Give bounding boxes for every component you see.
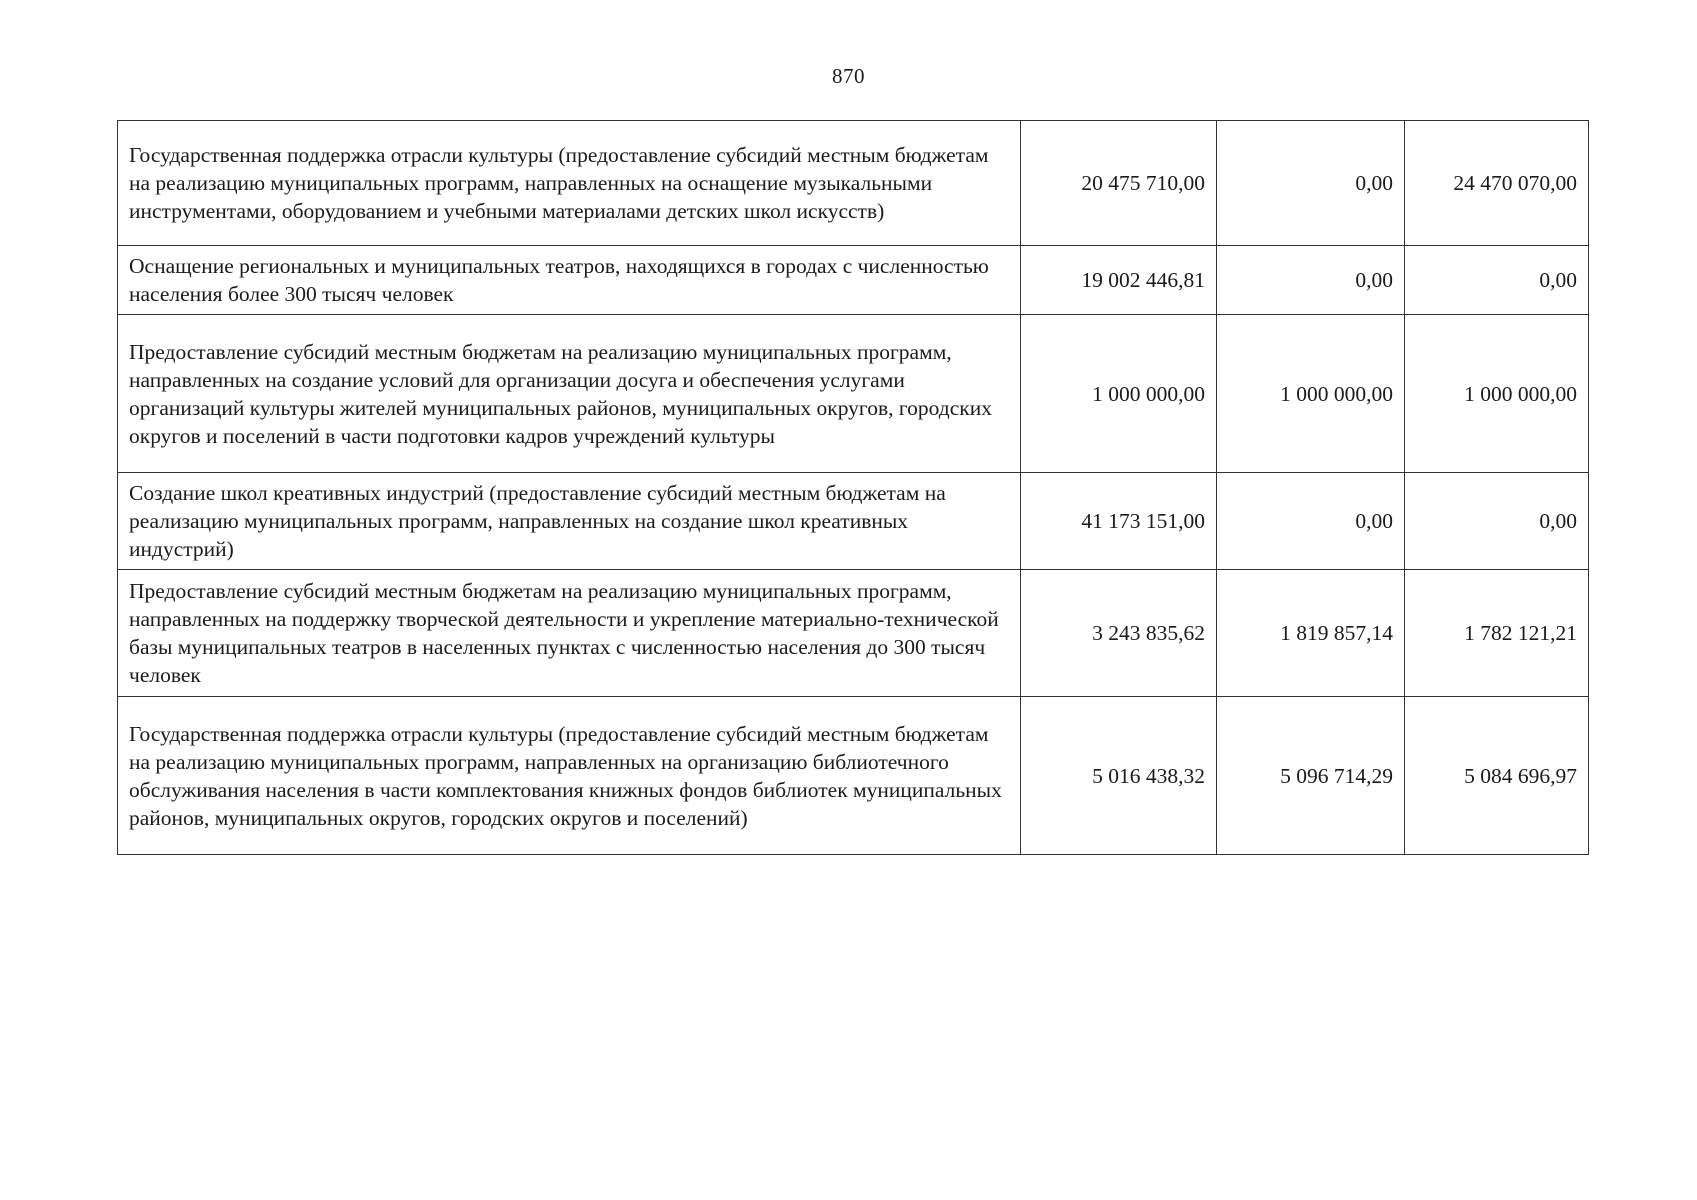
row-value-1: 5 016 438,32 xyxy=(1021,697,1217,855)
row-description: Предоставление субсидий местным бюджетам на реализацию муниципальных программ, направленных на поддержку творческой деятельности и укрепление материально-технической базы муниципальных театров в населенных пунктах с численностью населения до 300 тысяч человек xyxy=(118,570,1021,697)
row-value-3: 0,00 xyxy=(1405,473,1589,570)
row-description: Государственная поддержка отрасли культуры (предоставление субсидий местным бюджетам на реализацию муниципальных программ, направленных на оснащение музыкальными инструментами, оборудованием и учебными материалами детских школ искусств) xyxy=(118,121,1021,246)
row-value-2: 0,00 xyxy=(1217,121,1405,246)
row-value-1: 3 243 835,62 xyxy=(1021,570,1217,697)
row-value-2: 1 000 000,00 xyxy=(1217,315,1405,473)
row-value-1: 1 000 000,00 xyxy=(1021,315,1217,473)
row-description: Предоставление субсидий местным бюджетам на реализацию муниципальных программ, направленных на создание условий для организации досуга и обеспечения услугами организаций культуры жителей муниципальных районов, муниципальных округов, городских округов и поселений в части подготовки кадров учреждений культуры xyxy=(118,315,1021,473)
row-value-1: 41 173 151,00 xyxy=(1021,473,1217,570)
row-value-2: 1 819 857,14 xyxy=(1217,570,1405,697)
row-description: Оснащение региональных и муниципальных театров, находящихся в городах с численностью населения более 300 тысяч человек xyxy=(118,246,1021,315)
row-value-3: 5 084 696,97 xyxy=(1405,697,1589,855)
table-row xyxy=(118,315,1589,473)
table-row xyxy=(118,697,1589,855)
row-value-2: 0,00 xyxy=(1217,246,1405,315)
row-value-2: 5 096 714,29 xyxy=(1217,697,1405,855)
page-number: 870 xyxy=(832,64,865,88)
row-value-3: 1 782 121,21 xyxy=(1405,570,1589,697)
row-value-1: 19 002 446,81 xyxy=(1021,246,1217,315)
row-description: Создание школ креативных индустрий (предоставление субсидий местным бюджетам на реализацию муниципальных программ, направленных на создание школ креативных индустрий) xyxy=(118,473,1021,570)
table-row xyxy=(118,246,1589,315)
row-description: Государственная поддержка отрасли культуры (предоставление субсидий местным бюджетам на реализацию муниципальных программ, направленных на организацию библиотечного обслуживания населения в части комплектования книжных фондов библиотек муниципальных районов, муниципальных округов, городских округов и поселений) xyxy=(118,697,1021,855)
row-value-3: 0,00 xyxy=(1405,246,1589,315)
table-row xyxy=(118,121,1589,246)
row-value-3: 24 470 070,00 xyxy=(1405,121,1589,246)
row-value-3: 1 000 000,00 xyxy=(1405,315,1589,473)
table-row xyxy=(118,473,1589,570)
table-row xyxy=(118,570,1589,697)
budget-table xyxy=(117,120,1589,855)
row-value-1: 20 475 710,00 xyxy=(1021,121,1217,246)
row-value-2: 0,00 xyxy=(1217,473,1405,570)
